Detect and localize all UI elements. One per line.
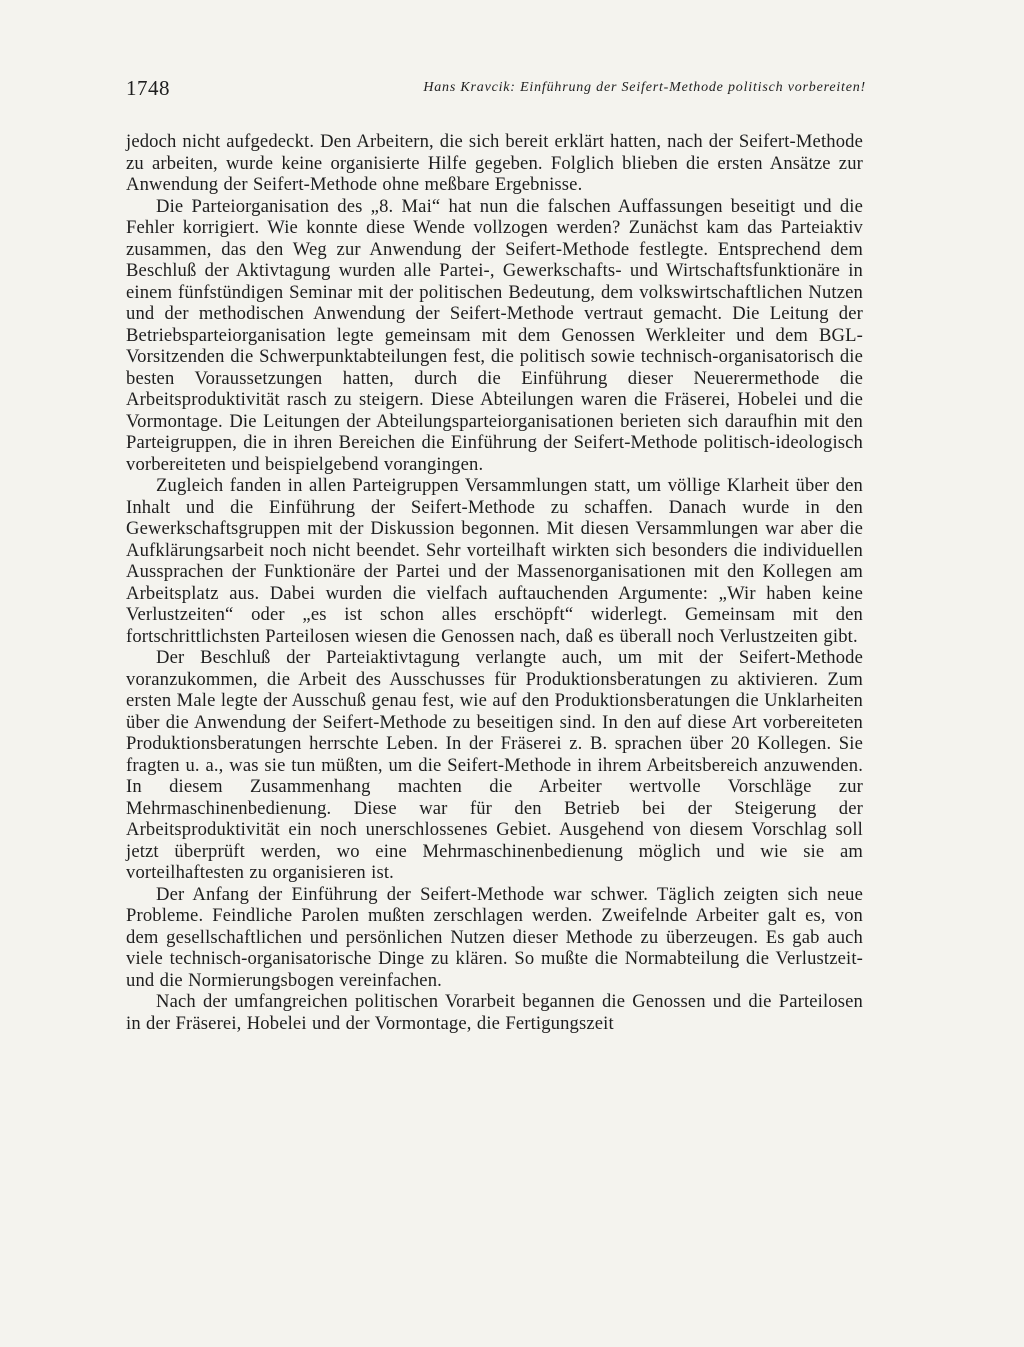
paragraph: Zugleich fanden in allen Parteigruppen Versammlungen statt, um völlige Klarheit über den Inhalt und die Einführung der Seifert-Methode zu schaffen. Danach wurde in den Gewerkschaftsgruppen mit der Diskussion begonnen. Mit diesen Versammlungen war aber die Aufklärungsarbeit noch nicht beendet. Sehr vorteilhaft wirkten sich besonders die individuellen Aussprachen der Funktionäre der Partei und der Massenorganisationen mit den Kollegen am Arbeitsplatz aus. Dabei wurden die vielfach auftauchenden Argumente: „Wir haben keine Verlustzeiten“ oder „es ist schon alles erschöpft“ widerlegt. Gemeinsam mit den fortschrittlichsten Parteilosen wiesen die Genossen nach, daß es überall noch Verlustzeiten gibt. [126, 475, 863, 647]
paragraph: Die Parteiorganisation des „8. Mai“ hat nun die falschen Auffassungen beseitigt und die Fehler korrigiert. Wie konnte diese Wende vollzogen werden? Zunächst kam das Parteiaktiv zusammen, das den Weg zur Anwendung der Seifert-Methode festlegte. Entsprechend dem Beschluß der Aktivtagung wurden alle Partei-, Gewerkschafts- und Wirtschaftsfunktionäre in einem fünfstündigen Seminar mit der politischen Bedeutung, dem volkswirtschaftlichen Nutzen und der methodischen Anwendung der Seifert-Methode vertraut gemacht. Die Leitung der Betriebsparteiorganisation legte gemeinsam mit dem Genossen Werkleiter und dem BGL-Vorsitzenden die Schwerpunktabteilungen fest, die politisch sowie technisch-organisatorisch die besten Voraussetzungen hatten, durch die Einführung dieser Neuerermethode die Arbeitsproduktivität rasch zu steigern. Diese Abteilungen waren die Fräserei, Hobelei und die Vormontage. Die Leitungen der Abteilungsparteiorganisationen berieten sich daraufhin mit den Parteigruppen, die in ihren Bereichen die Einführung der Seifert-Methode politisch-ideologisch vorbereiteten und beispielgebend vorangingen. [126, 195, 863, 475]
paragraph: Der Beschluß der Parteiaktivtagung verlangte auch, um mit der Seifert-Methode voranzukommen, die Arbeit des Ausschusses für Produktionsberatungen zu aktivieren. Zum ersten Male legte der Ausschuß genau fest, wie auf den Produktionsberatungen die Unklarheiten über die Anwendung der Seifert-Methode zu beseitigen sind. In den auf diese Art vorbereiteten Produktionsberatungen herrschte Leben. In der Fräserei z. B. sprachen über 20 Kollegen. Sie fragten u. a., was sie tun müßten, um die Seifert-Methode in ihrem Arbeitsbereich anzuwenden. In diesem Zusammenhang machten die Arbeiter wertvolle Vorschläge zur Mehrmaschinenbedienung. Diese war für den Betrieb bei der Steigerung der Arbeitsproduktivität ein noch unerschlossenes Gebiet. Ausgehend von diesem Vorschlag soll jetzt überprüft werden, wo eine Mehrmaschinenbedienung möglich und wie sie am vorteilhaftesten zu organisieren ist. [126, 647, 863, 883]
paragraph: Nach der umfangreichen politischen Vorarbeit begannen die Genossen und die Parteilosen in der Fräserei, Hobelei und der Vormontage, die Fertigungszeit [126, 991, 863, 1034]
running-head: Hans Kravcik: Einführung der Seifert-Methode politisch vorbereiten! [423, 80, 866, 95]
body-text [126, 131, 863, 1034]
paragraph: jedoch nicht aufgedeckt. Den Arbeitern, die sich bereit erklärt hatten, nach der Seifert-Methode zu arbeiten, wurde keine organisierte Hilfe gegeben. Folglich blieben die ersten Ansätze zur Anwendung der Seifert-Methode ohne meßbare Ergebnisse. [126, 131, 863, 195]
paragraph: Der Anfang der Einführung der Seifert-Methode war schwer. Täglich zeigten sich neue Probleme. Feindliche Parolen mußten zerschlagen werden. Zweifelnde Arbeiter galt es, von dem gesellschaftlichen und persönlichen Nutzen dieser Methode zu überzeugen. Es gab auch viele technisch-organisatorische Dinge zu klären. So mußte die Normabteilung die Verlustzeit- und die Normierungsbogen vereinfachen. [126, 883, 863, 991]
page-header [126, 76, 866, 104]
page-number: 1748 [126, 76, 170, 100]
